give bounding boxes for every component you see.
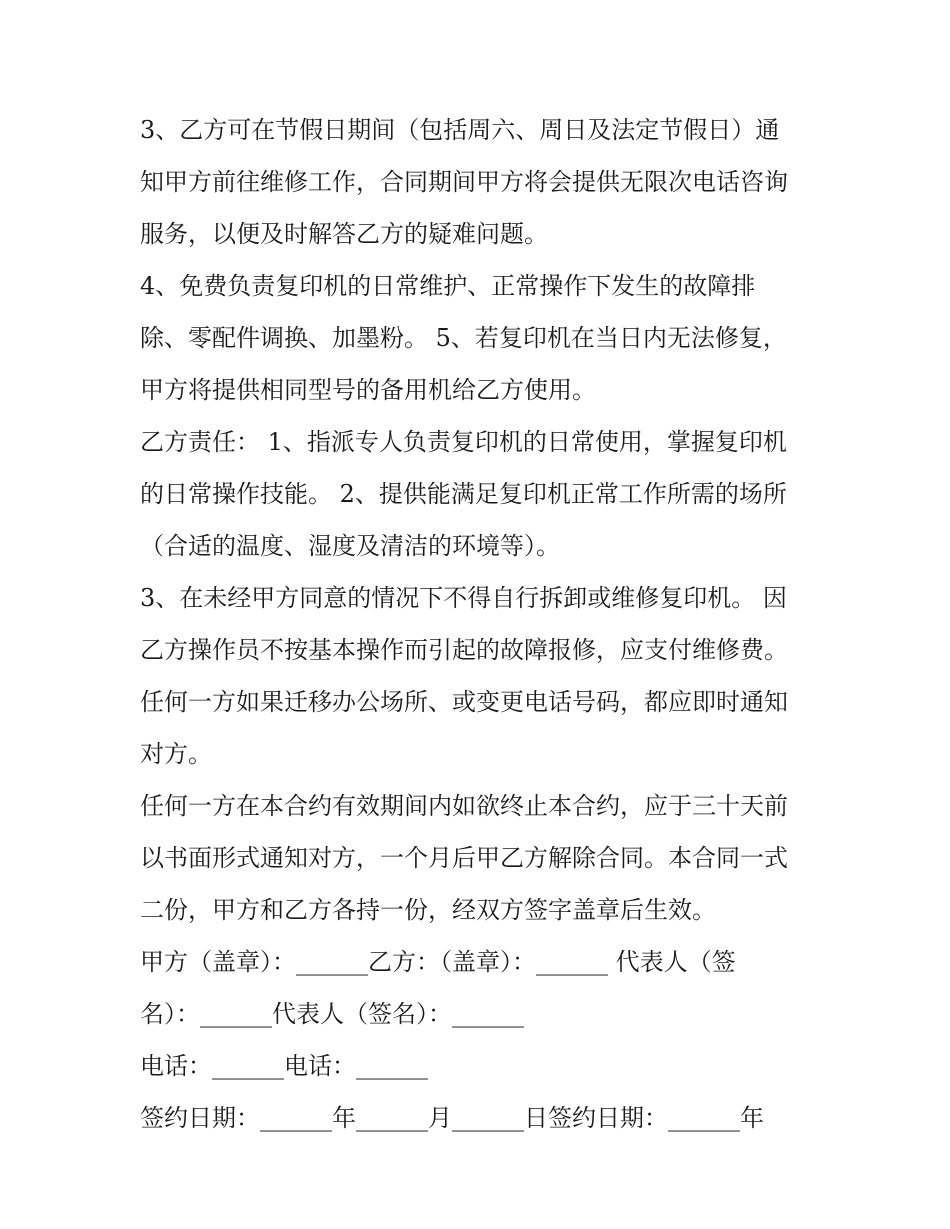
text-line: 甲方将提供相同型号的备用机给乙方使用。 — [140, 376, 596, 404]
text-line: 任何一方如果迁移办公场所、或变更电话号码，都应即时通知 — [140, 688, 788, 716]
text-line: 的日常操作技能。 2、提供能满足复印机正常工作所需的场所 — [140, 480, 787, 508]
signature-line-dates: 签约日期：______年______月______日签约日期：______年 — [140, 1104, 764, 1132]
text-line: 知甲方前往维修工作，合同期间甲方将会提供无限次电话咨询 — [140, 168, 788, 196]
text-line: 3、在未经甲方同意的情况下不得自行拆卸或维修复印机。 因 — [140, 584, 787, 612]
text-line: 乙方责任： 1、指派专人负责复印机的日常使用，掌握复印机 — [140, 428, 787, 456]
signature-line-phones: 电话：______电话：______ — [140, 1052, 428, 1080]
signature-line-party-stamps: 甲方（盖章）：______乙方：（盖章）：______ 代表人（签 — [140, 948, 736, 976]
signature-line-representatives: 名）：______代表人（签名）：______ — [140, 1000, 524, 1028]
text-line: 3、乙方可在节假日期间（包括周六、周日及法定节假日）通 — [140, 116, 780, 144]
text-line: 任何一方在本合约有效期间内如欲终止本合约，应于三十天前 — [140, 792, 788, 820]
text-line: 除、零配件调换、加墨粉。 5、若复印机在当日内无法修复， — [140, 324, 787, 352]
text-line: 以书面形式通知对方，一个月后甲乙方解除合同。本合同一式 — [140, 844, 788, 872]
text-line: 服务，以便及时解答乙方的疑难问题。 — [140, 220, 548, 248]
text-line: 乙方操作员不按基本操作而引起的故障报修，应支付维修费。 — [140, 636, 788, 664]
contract-text-body — [140, 104, 820, 1144]
text-line: 二份，甲方和乙方各持一份，经双方签字盖章后生效。 — [140, 896, 716, 924]
text-line: （合适的温度、湿度及清洁的环境等）。 — [140, 532, 560, 560]
text-line: 对方。 — [140, 740, 212, 768]
text-line: 4、免费负责复印机的日常维护、正常操作下发生的故障排 — [140, 272, 756, 300]
